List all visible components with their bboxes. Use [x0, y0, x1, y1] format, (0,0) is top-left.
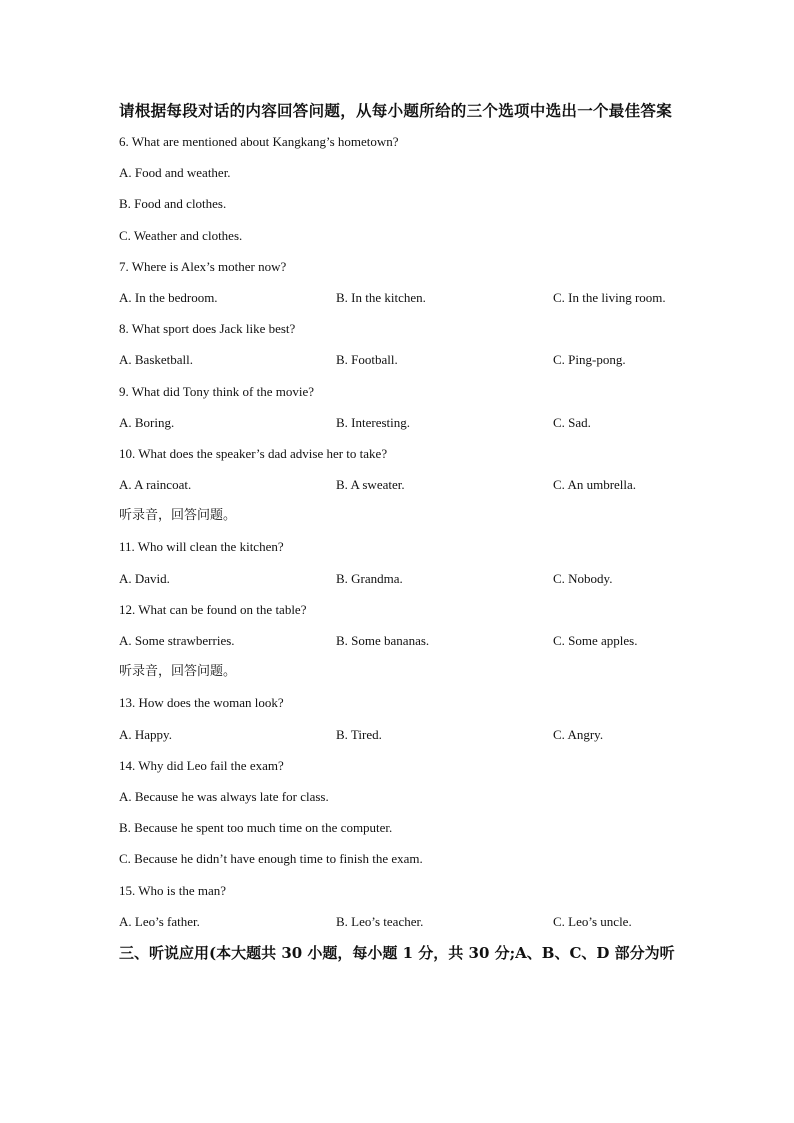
question-11-option-c: C. Nobody. [553, 570, 613, 586]
question-11: 11. Who will clean the kitchen? [119, 539, 284, 555]
question-14-option-a: A. Because he was always late for class. [119, 788, 329, 804]
question-10: 10. What does the speaker’s dad advise her to take? [119, 445, 388, 461]
question-6-option-b: B. Food and clothes. [119, 196, 227, 212]
question-7-options [119, 282, 679, 313]
question-13-option-b: B. Tired. [336, 726, 382, 742]
question-7-option-a: A. In the bedroom. [119, 289, 218, 305]
question-12: 12. What can be found on the table? [119, 601, 307, 617]
question-9-option-b: B. Interesting. [336, 414, 411, 430]
question-12-option-b: B. Some bananas. [336, 633, 430, 648]
question-8-options [119, 344, 679, 375]
question-9-option-c: C. Sad. [553, 414, 591, 430]
question-6-option-c: C. Weather and clothes. [119, 227, 243, 243]
listen-instruction-1: 听录音，回答问题。 [119, 508, 237, 524]
question-6-option-a: A. Food and weather. [119, 165, 231, 181]
instruction-heading: 请根据每段对话的内容回答问题，从每小题所给的三个选项中选出一个最佳答案 [119, 101, 673, 120]
question-12-options [119, 625, 679, 656]
question-15-option-b: B. Leo’s teacher. [336, 913, 424, 929]
question-14: 14. Why did Leo fail the exam? [119, 757, 284, 773]
document-page [119, 96, 679, 969]
question-12-option-c: C. Some apples. [553, 633, 638, 648]
question-13: 13. How does the woman look? [119, 695, 284, 711]
question-10-options [119, 469, 679, 500]
question-8-option-a: A. Basketball. [119, 352, 194, 368]
question-11-option-a: A. David. [119, 570, 170, 586]
question-7-option-c: C. In the living room. [553, 289, 666, 305]
question-15-option-c: C. Leo’s uncle. [553, 913, 632, 929]
question-10-option-a: A. A raincoat. [119, 477, 192, 493]
question-9-options [119, 407, 679, 438]
question-10-option-b: B. A sweater. [336, 477, 405, 493]
question-11-option-b: B. Grandma. [336, 570, 403, 586]
question-8: 8. What sport does Jack like best? [119, 321, 296, 337]
question-9-option-a: A. Boring. [119, 414, 175, 430]
question-8-option-b: B. Football. [336, 352, 398, 368]
question-14-option-b: B. Because he spent too much time on the computer. [119, 820, 393, 836]
question-6: 6. What are mentioned about Kangkang’s hometown? [119, 134, 399, 149]
question-13-option-c: C. Angry. [553, 726, 604, 742]
question-9: 9. What did Tony think of the movie? [119, 383, 315, 399]
question-15-options [119, 906, 679, 937]
question-13-option-a: A. Happy. [119, 726, 172, 742]
question-7-option-b: B. In the kitchen. [336, 289, 426, 305]
question-15-option-a: A. Leo’s father. [119, 913, 200, 929]
question-12-option-a: A. Some strawberries. [119, 633, 235, 648]
question-10-option-c: C. An umbrella. [553, 477, 637, 493]
question-13-options [119, 719, 679, 750]
question-8-option-c: C. Ping-pong. [553, 352, 626, 368]
question-11-options [119, 563, 679, 594]
question-7: 7. Where is Alex’s mother now? [119, 258, 287, 274]
question-15: 15. Who is the man? [119, 882, 226, 898]
listen-instruction-2: 听录音，回答问题。 [119, 664, 237, 680]
question-14-option-c: C. Because he didn’t have enough time to finish the exam. [119, 851, 423, 867]
section-three-heading: 三、听说应用(本大题共 30 小题，每小题 1 分，共 30 分;A、B、C、D 部分为听 [119, 943, 675, 962]
